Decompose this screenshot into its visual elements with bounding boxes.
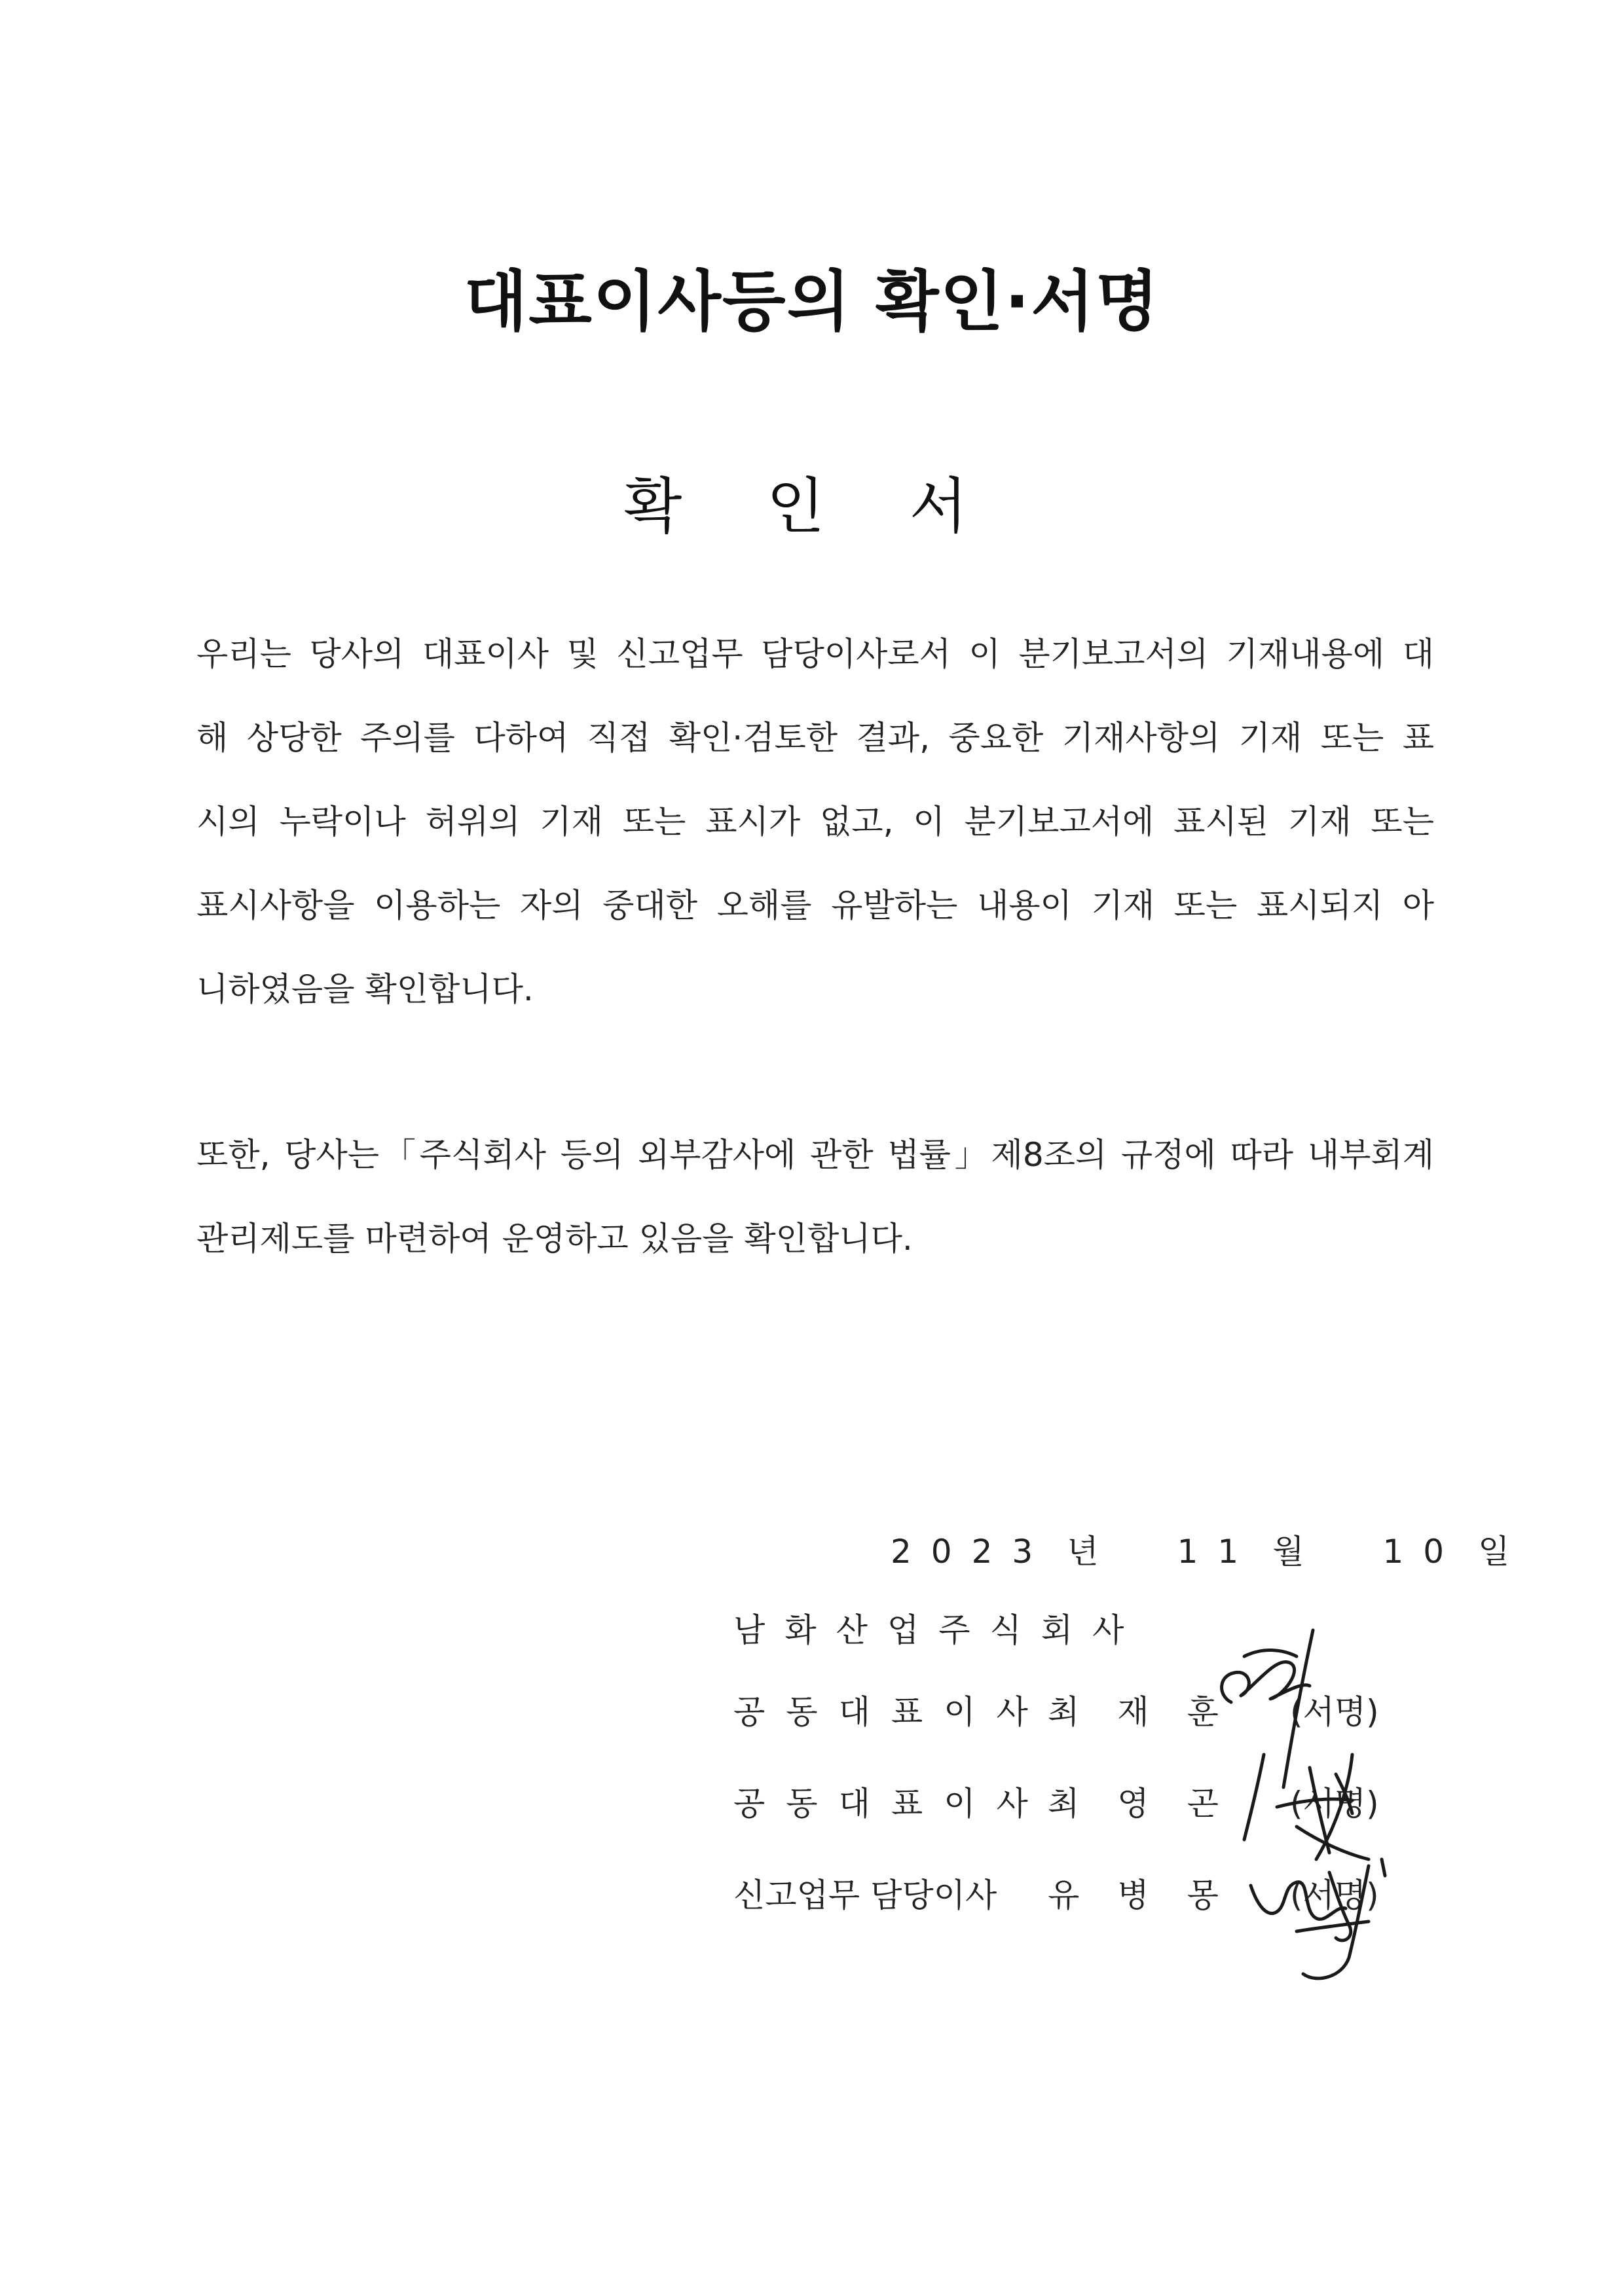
date-day-unit: 일 [1478,1533,1510,1571]
company-name: 남화산업주식회사 [733,1611,1144,1649]
date-year-unit: 년 [1067,1533,1099,1571]
signer-role: 공동대표이사 [733,1785,1049,1823]
signer-name: 최영곤 [1048,1785,1257,1823]
paragraph-line: 관리제도를 마련하여 운영하고 있음을 확인합니다. [196,1220,913,1258]
document-title: 대표이사등의 확인·서명 [464,263,1160,340]
paragraph-line: 우리는 당사의 대표이사 및 신고업무 담당이사로서 이 분기보고서의 기재내용에 대 [196,635,1434,673]
signer-name: 최재훈 [1048,1693,1257,1731]
signer-name: 유병몽 [1048,1876,1257,1914]
signature-mark: (서명) [1290,1693,1379,1731]
paragraph-line: 표시사항을 이용하는 자의 중대한 오해를 유발하는 내용이 기재 또는 표시되지 아 [196,886,1434,924]
signature-mark: (서명) [1290,1876,1379,1914]
signer-role: 공동대표이사 [733,1693,1049,1731]
confirmation-paragraph [196,612,1434,1031]
signature-mark: (서명) [1290,1785,1379,1823]
date-year: 2023 [891,1533,1053,1571]
signer-role: 신고업무 담당이사 [733,1876,997,1914]
paragraph-line: 시의 누락이나 허위의 기재 또는 표시가 없고, 이 분기보고서에 표시된 기재 또는 [196,803,1434,841]
paragraph-line: 또한, 당사는「주식회사 등의 외부감사에 관한 법률」제8조의 규정에 따라 내부회계 [196,1136,1434,1174]
date-month-unit: 월 [1272,1533,1304,1571]
paragraph-line: 해 상당한 주의를 다하여 직접 확인·검토한 결과, 중요한 기재사항의 기재 또는 표 [196,719,1434,757]
date-month: 11 [1177,1533,1259,1571]
document-subtitle: 확 인 서 [623,471,1001,541]
date-day: 10 [1382,1533,1464,1571]
internal-control-paragraph [196,1113,1434,1281]
document-date [891,1525,1509,1573]
paragraph-line: 니하였음을 확인합니다. [196,970,534,1008]
